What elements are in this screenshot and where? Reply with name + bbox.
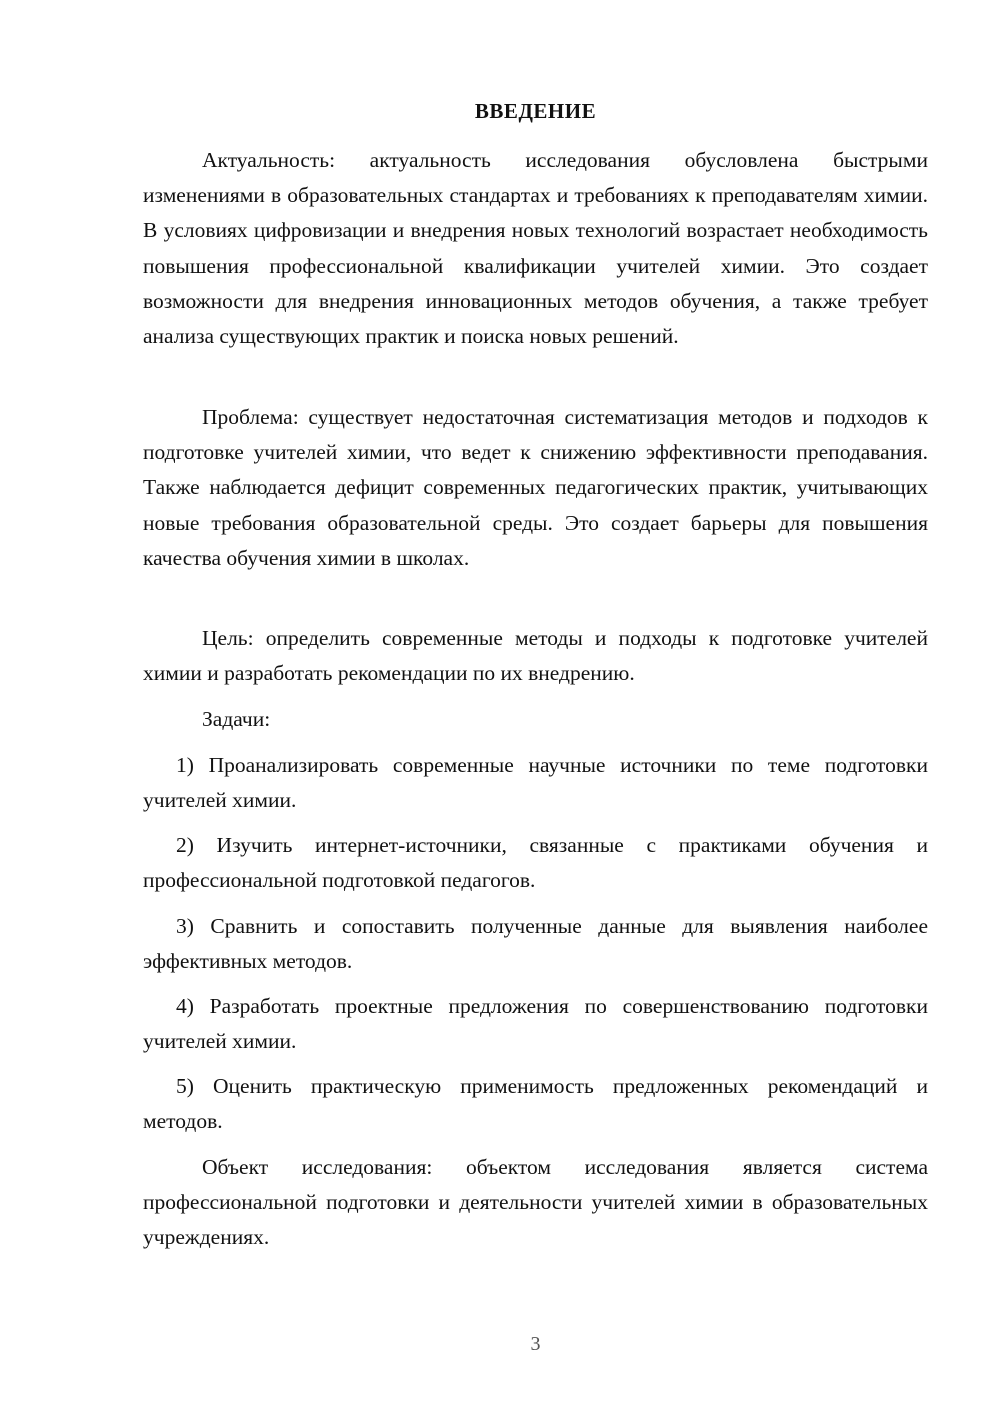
paragraph-tasks-label: [143, 702, 928, 737]
section-heading: ВВЕДЕНИЕ: [474, 99, 597, 123]
task-item-1: [143, 748, 928, 818]
goal-text: Цель: определить современные методы и подходы к подготовке учителей химии и разработать рекомендации по их внедрению.: [143, 626, 928, 686]
paragraph-goal: [143, 621, 928, 691]
task-text: 4) Разработать проектные предложения по совершенствованию подготовки учителей химии.: [143, 994, 928, 1054]
task-text: 2) Изучить интернет-источники, связанные с практиками обучения и профессиональной подготовкой педагогов.: [143, 833, 928, 893]
object-text: Объект исследования: объектом исследования является система профессиональной подготовки и деятельности учителей химии в образовательных учреждениях.: [143, 1155, 928, 1250]
page-number: 3: [530, 1333, 541, 1355]
task-text: 1) Проанализировать современные научные источники по теме подготовки учителей химии.: [143, 753, 928, 813]
paragraph-actuality: [143, 143, 928, 354]
problem-text: Проблема: существует недостаточная систематизация методов и подходов к подготовке учителей химии, что ведет к снижению эффективности преподавания. Также наблюдается дефицит современных педагогических практик, учитывающих новые требования образовательной среды. Это создает барьеры для повышения качества обучения химии в школах.: [143, 405, 928, 570]
task-item-4: [143, 989, 928, 1059]
tasks-label: Задачи:: [202, 707, 271, 731]
paragraph-problem: [143, 400, 928, 576]
actuality-text: Актуальность: актуальность исследования обусловлена быстрыми изменениями в образовательных стандартах и требованиях к преподавателям химии. В условиях цифровизации и внедрения новых технологий возрастает необходимость повышения профессиональной квалификации учителей химии. Это создает возможности для внедрения инновационных методов обучения, а также требует анализа существующих практик и поиска новых решений.: [143, 148, 928, 349]
task-text: 3) Сравнить и сопоставить полученные данные для выявления наиболее эффективных методов.: [143, 914, 928, 974]
task-item-3: [143, 909, 928, 979]
task-text: 5) Оценить практическую применимость предложенных рекомендаций и методов.: [143, 1074, 928, 1134]
paragraph-object: [143, 1150, 928, 1256]
task-item-2: [143, 828, 928, 898]
task-item-5: [143, 1069, 928, 1139]
